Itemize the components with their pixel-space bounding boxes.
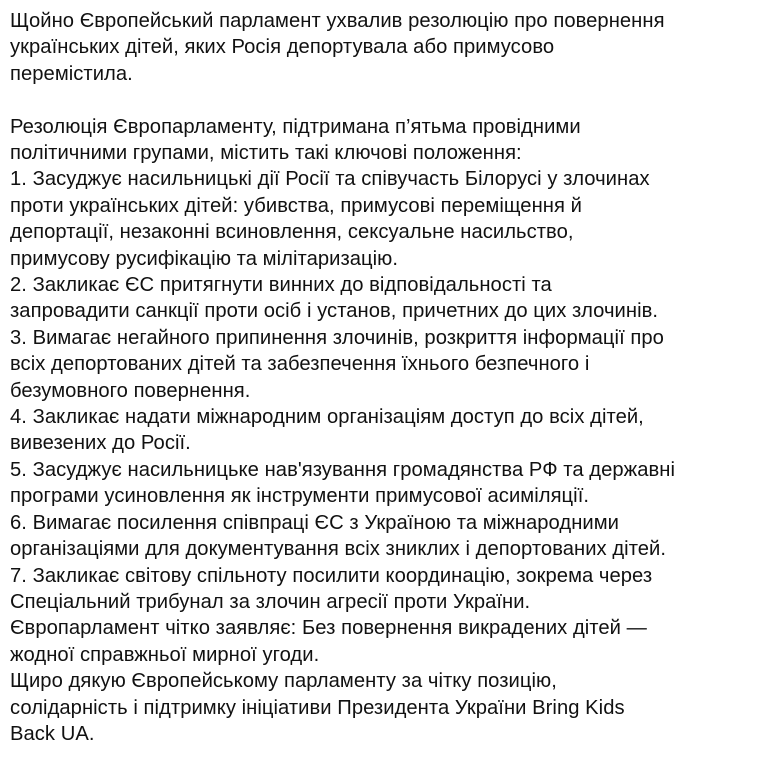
- list-item-1-line: примусову русифікацію та мілітаризацію.: [10, 247, 399, 270]
- list-item-3-line: всіх депортованих дітей та забезпечення їхнього безпечного і: [10, 353, 590, 376]
- intro-paragraph: [10, 8, 758, 87]
- text-line: політичними групами, містить такі ключові положення:: [10, 142, 522, 165]
- list-item-2-line: запровадити санкції проти осіб і установ, причетних до цих злочинів.: [10, 300, 659, 323]
- text-line: Щойно Європейський парламент ухвалив резолюцію про повернення: [10, 10, 665, 32]
- text-line: Резолюція Європарламенту, підтримана п’ятьма провідними: [10, 115, 581, 138]
- thanks-line: Щиро дякую Європейському парламенту за чітку позицію,: [10, 670, 557, 693]
- list-item-6-line: організаціями для документування всіх зниклих і депортованих дітей.: [10, 538, 667, 561]
- list-item-7-line: Спеціальний трибунал за злочин агресії проти України.: [10, 590, 531, 613]
- list-item-5-line: 5. Засуджує насильницьке нав'язування громадянства РФ та державні: [10, 458, 675, 481]
- list-item-6-line: 6. Вимагає посилення співпраці ЄС з Україною та міжнародними: [10, 511, 619, 534]
- text-line: українських дітей, яких Росія депортувала або примусово: [10, 36, 555, 59]
- list-item-1-line: депортації, незаконні всиновлення, сексуальне насильство,: [10, 221, 574, 244]
- list-item-1-line: 1. Засуджує насильницькі дії Росії та співучасть Білорусі у злочинах: [10, 168, 650, 191]
- thanks-line: Back UA.: [10, 722, 95, 745]
- list-item-1-line: проти українських дітей: убивства, примусові переміщення й: [10, 194, 582, 217]
- list-item-2-line: 2. Закликає ЄС притягнути винних до відповідальності та: [10, 274, 552, 297]
- list-item-7-line: 7. Закликає світову спільноту посилити координацію, зокрема через: [10, 564, 653, 587]
- list-item-4-line: 4. Закликає надати міжнародним організаціям доступ до всіх дітей,: [10, 406, 644, 429]
- thanks-line: солідарність і підтримку ініціативи Президента України Bring Kids: [10, 696, 625, 719]
- list-item-3-line: 3. Вимагає негайного припинення злочинів, розкриття інформації про: [10, 326, 664, 349]
- list-item-4-line: вивезених до Росії.: [10, 432, 191, 455]
- statement-line: жодної справжньої мирної угоди.: [10, 643, 320, 666]
- text-line: перемістила.: [10, 62, 133, 85]
- message-text: [10, 8, 758, 747]
- body-paragraph: [10, 114, 758, 748]
- list-item-3-line: безумовного повернення.: [10, 379, 251, 402]
- statement-line: Європарламент чітко заявляє: Без повернення викрадених дітей —: [10, 617, 647, 640]
- list-item-5-line: програми усиновлення як інструменти примусової асиміляції.: [10, 485, 590, 508]
- paragraph-spacer: [10, 87, 758, 113]
